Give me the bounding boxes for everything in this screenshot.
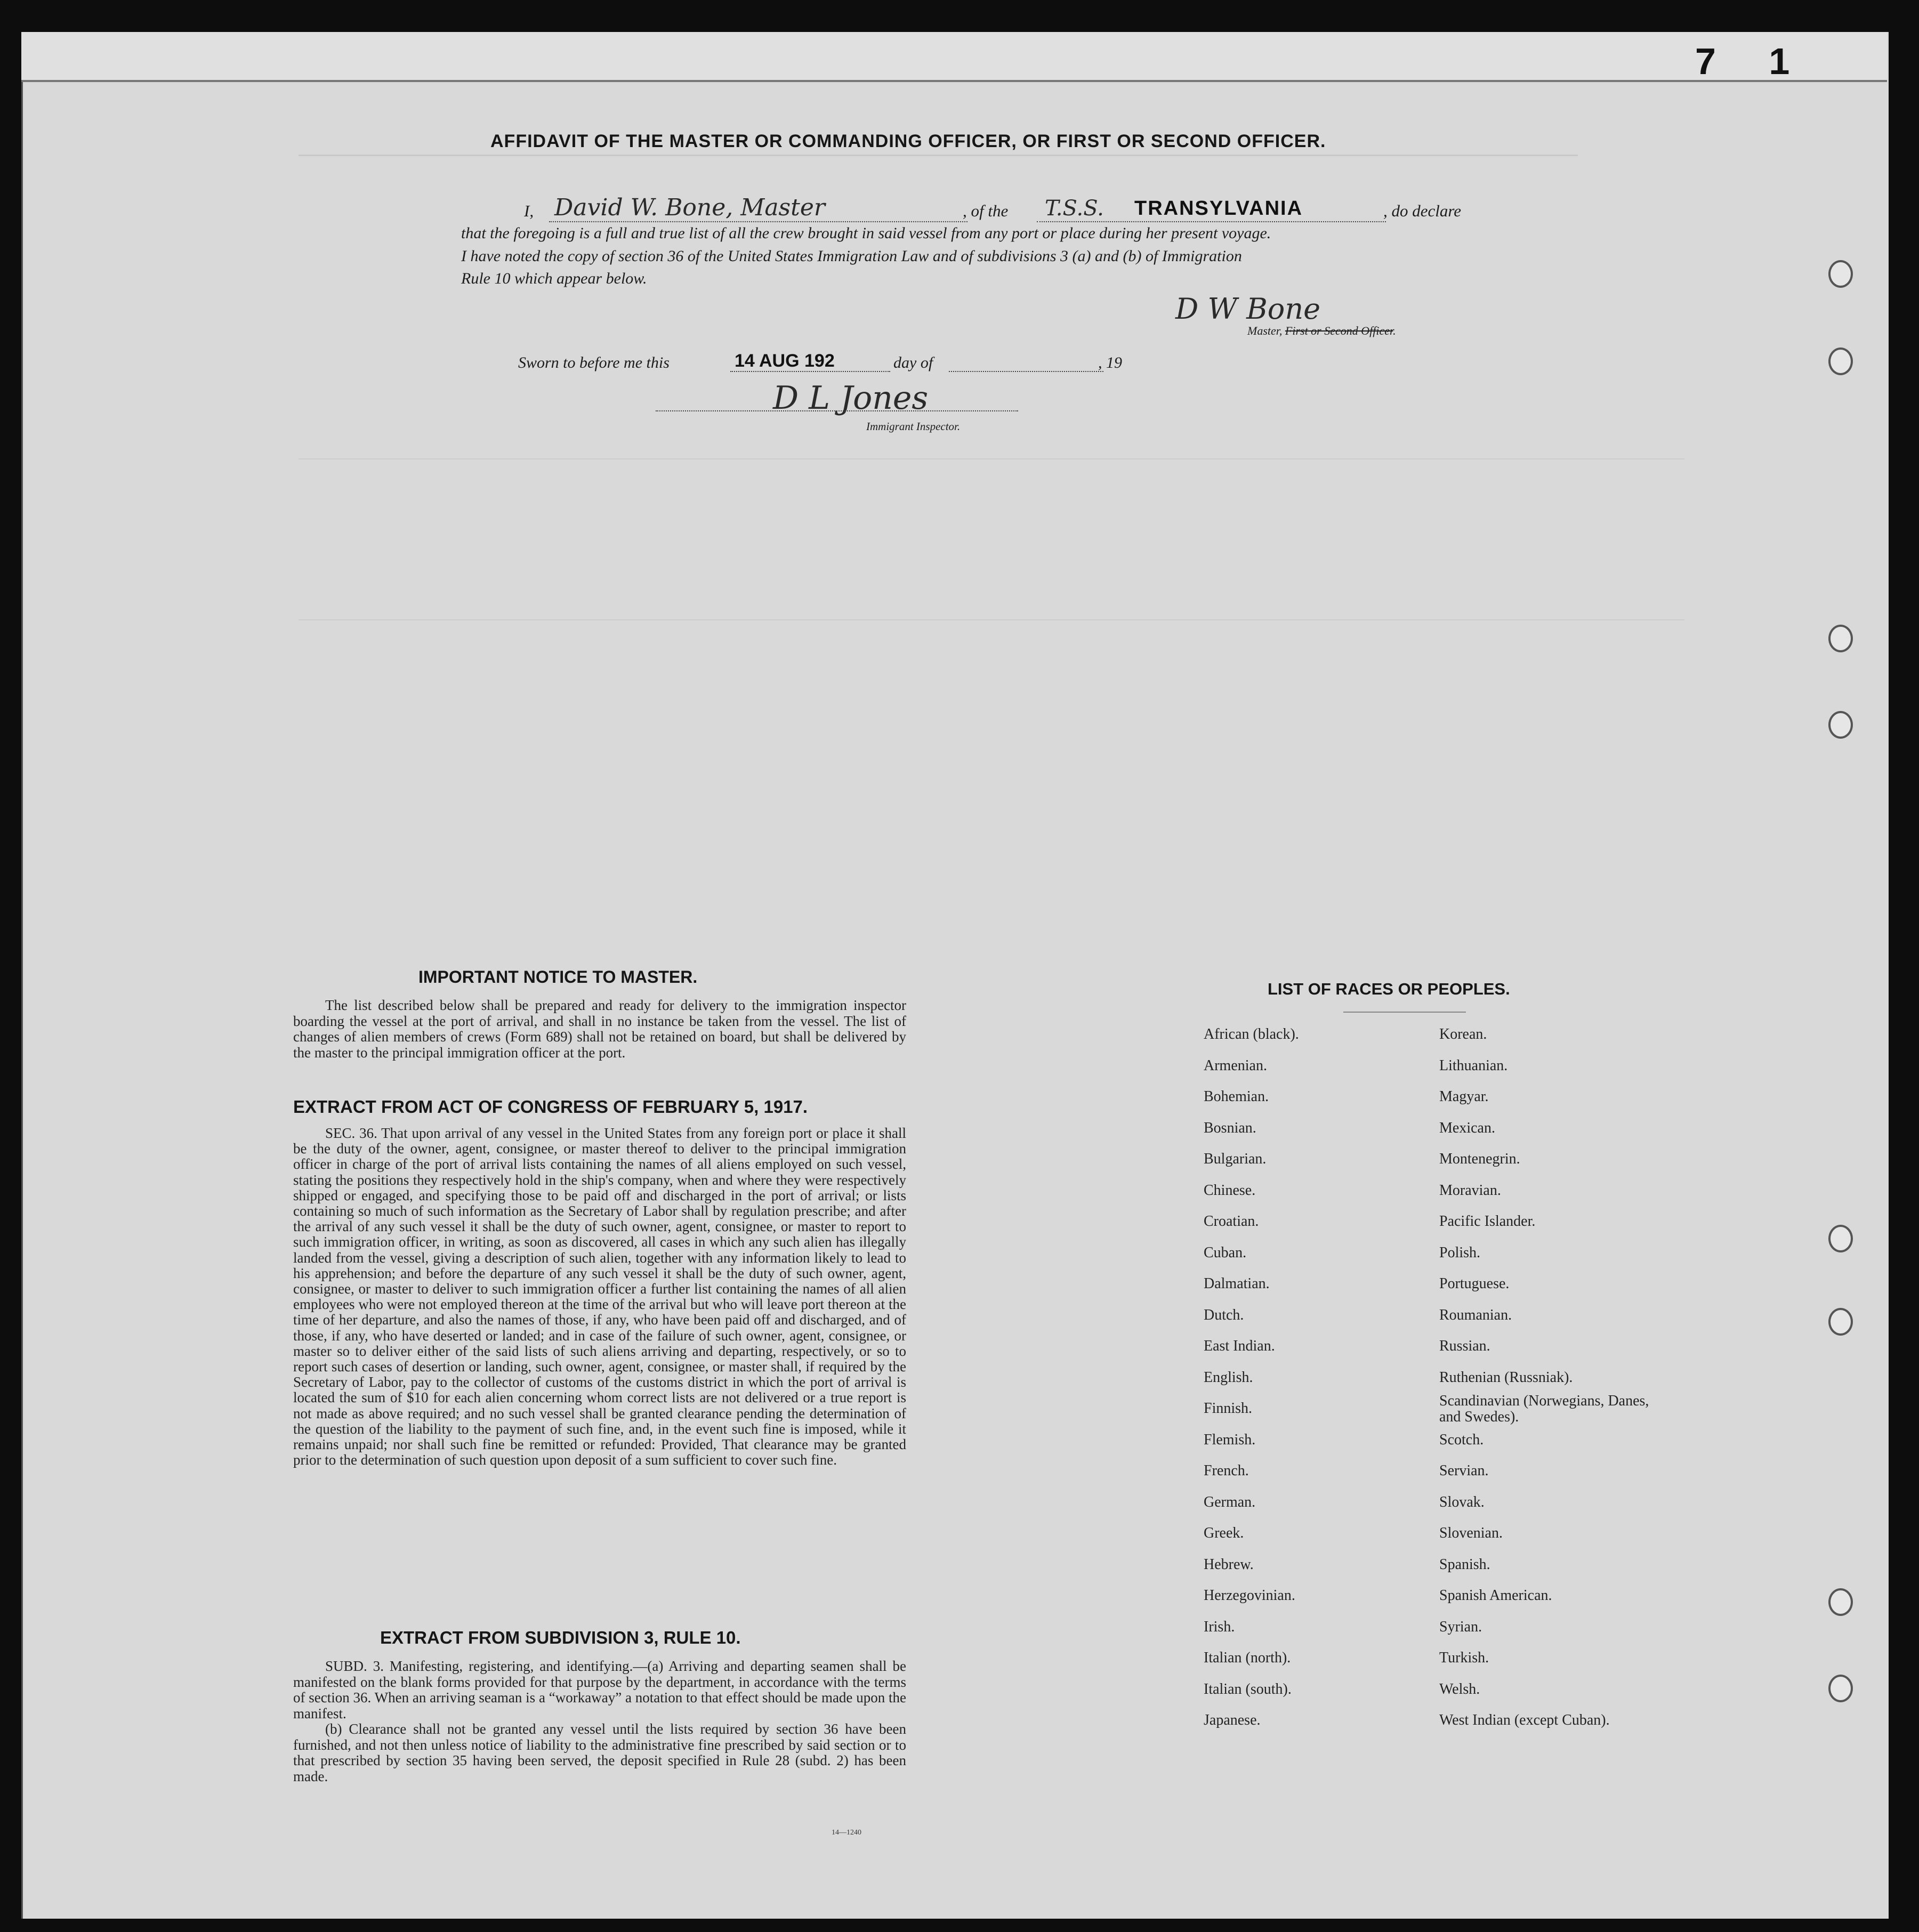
master-signature: D W Bone: [1175, 292, 1321, 326]
act-extract-body: [293, 1126, 906, 1468]
notice-body-text: The list described below shall be prepared and ready for delivery to the immigration inspector boarding the vessel at the port of arrival, and shall in no instance be taken from the vessel. The list of changes of alien members of crews (Form 689) shall not be retained on board, but shall be delivered by the master to the principal immigration officer at the port.: [293, 997, 906, 1061]
punch-hole: [1828, 1588, 1853, 1616]
race-item: Mexican.: [1439, 1120, 1495, 1136]
race-item: Scandinavian (Norwegians, Danes, and Swedes).: [1439, 1393, 1649, 1425]
inspector-caption: Immigrant Inspector.: [866, 420, 961, 433]
sworn-prefix: Sworn to before me this: [518, 354, 670, 371]
race-item: Turkish.: [1439, 1650, 1489, 1666]
declarant-line: [549, 221, 967, 222]
master-caption-master: Master,: [1247, 324, 1283, 337]
do-declare-label: , do declare: [1383, 201, 1462, 220]
rule-extract-title: EXTRACT FROM SUBDIVISION 3, RULE 10.: [380, 1628, 741, 1647]
punch-hole: [1828, 1675, 1853, 1702]
punch-hole: [1828, 260, 1853, 288]
vessel-line: [1037, 221, 1386, 222]
declarant-handwritten: David W. Bone, Master: [554, 194, 825, 221]
sheet-top-edge: [21, 32, 1887, 82]
act-extract-title: EXTRACT FROM ACT OF CONGRESS OF FEBRUARY 5, 1917.: [293, 1097, 808, 1117]
race-item: Slovak.: [1439, 1494, 1485, 1510]
bleed-through-mark: [299, 155, 1578, 177]
race-item: Flemish.: [1204, 1432, 1256, 1448]
rule-extract-body: [293, 1659, 906, 1784]
punch-hole: [1828, 1308, 1853, 1336]
race-item: French.: [1204, 1462, 1249, 1479]
race-item: East Indian.: [1204, 1338, 1275, 1354]
year-prefix: , 19: [1098, 354, 1122, 371]
vessel-handwritten: T.S.S.: [1045, 196, 1104, 221]
affidavit-title: AFFIDAVIT OF THE MASTER OR COMMANDING OFFICER, OR FIRST OR SECOND OFFICER.: [490, 131, 1326, 151]
notice-body: [293, 998, 906, 1061]
race-item: Japanese.: [1204, 1712, 1261, 1728]
race-item: Montenegrin.: [1439, 1151, 1520, 1167]
form-number: 14—1240: [832, 1829, 861, 1837]
race-item: Dutch.: [1204, 1307, 1244, 1323]
sworn-date-stamp: 14 AUG 192: [735, 351, 835, 371]
race-item: Italian (north).: [1204, 1650, 1291, 1666]
race-item: Spanish.: [1439, 1556, 1490, 1573]
affidavit-line4: Rule 10 which appear below.: [461, 270, 647, 287]
race-item: African (black).: [1204, 1026, 1299, 1042]
race-item: Portuguese.: [1439, 1275, 1510, 1292]
race-item: Cuban.: [1204, 1244, 1247, 1261]
punch-hole: [1828, 625, 1853, 652]
race-item: Greek.: [1204, 1525, 1244, 1541]
race-item: Korean.: [1439, 1026, 1487, 1042]
sworn-month-line: [949, 371, 1103, 372]
race-item: Moravian.: [1439, 1182, 1501, 1199]
master-caption-struck: First or Second Officer: [1285, 324, 1393, 337]
race-item: German.: [1204, 1494, 1256, 1510]
master-caption: [1247, 324, 1396, 338]
sworn-day-line: [730, 371, 890, 372]
notice-title: IMPORTANT NOTICE TO MASTER.: [418, 967, 698, 987]
race-item: Syrian.: [1439, 1619, 1482, 1635]
race-item: Bosnian.: [1204, 1120, 1256, 1136]
page-number: 7 1: [1695, 41, 1811, 82]
rule-extract-para-b: (b) Clearance shall not be granted any vessel until the lists required by section 36 have been furnished, and not then unless notice of liability to the administrative fine prescribed by said section or to that prescribed by section 35 having been served, the deposit specified in Rule 28 (subd. 2) has been made.: [293, 1721, 906, 1784]
race-item: Finnish.: [1204, 1400, 1253, 1417]
rule-extract-para-a: SUBD. 3. Manifesting, registering, and identifying.—(a) Arriving and departing seamen shall be manifested on the blank forms provided for that purpose by the department, in accordance with the terms of section 36. When an arriving seaman is a “workaway” a notation to that effect should be made upon the manifest.: [293, 1658, 906, 1721]
race-item: Chinese.: [1204, 1182, 1256, 1199]
race-item: Armenian.: [1204, 1057, 1267, 1074]
bleed-through-mark: [299, 458, 1684, 620]
race-item: Bulgarian.: [1204, 1151, 1267, 1167]
inspector-signature: D L Jones: [773, 379, 929, 417]
race-item: Bohemian.: [1204, 1088, 1269, 1105]
race-item: Pacific Islander.: [1439, 1213, 1536, 1230]
race-item: Herzegovinian.: [1204, 1587, 1295, 1604]
day-of-label: day of: [893, 354, 933, 371]
affidavit-line3: I have noted the copy of section 36 of the United States Immigration Law and of subdivisions 3 (a) and (b) of Immigration: [461, 247, 1242, 265]
race-item: Servian.: [1439, 1462, 1489, 1479]
races-title: LIST OF RACES OR PEOPLES.: [1268, 980, 1510, 998]
races-title-rule: [1343, 1012, 1466, 1013]
race-item: Spanish American.: [1439, 1587, 1552, 1604]
race-item: Polish.: [1439, 1244, 1481, 1261]
punch-hole: [1828, 347, 1853, 375]
race-item: Slovenian.: [1439, 1525, 1503, 1541]
race-item: Dalmatian.: [1204, 1275, 1270, 1292]
race-item: Italian (south).: [1204, 1681, 1292, 1697]
of-the-label: , of the: [963, 201, 1009, 220]
race-item: Lithuanian.: [1439, 1057, 1508, 1074]
race-item: Ruthenian (Russniak).: [1439, 1369, 1573, 1386]
race-item: Magyar.: [1439, 1088, 1489, 1105]
race-item: Scotch.: [1439, 1432, 1484, 1448]
inspector-line: [656, 410, 1018, 411]
race-item: Welsh.: [1439, 1681, 1480, 1697]
affidavit-line1-prefix: I,: [524, 201, 534, 220]
punch-hole: [1828, 711, 1853, 739]
document-sheet: [21, 32, 1889, 1919]
race-item: Croatian.: [1204, 1213, 1259, 1230]
race-item: West Indian (except Cuban).: [1439, 1712, 1610, 1728]
vessel-stamp: TRANSYLVANIA: [1134, 197, 1303, 220]
act-extract-text: SEC. 36. That upon arrival of any vessel in the United States from any foreign port or place it shall be the duty of the owner, agent, consignee, or master thereof to deliver to the principal immigration officer in charge of the port of arrival lists containing the names of all aliens employed on such vessel, stating the positions they respectively hold in the ship's company, when and where they were respectively shipped or engaged, and specifying those to be paid off and discharged in the port of arrival; or lists containing so much of such information as the Secretary of Labor shall by regulation prescribe; and after the arrival of any such vessel it shall be the duty of such owner, agent, consignee, or master to report to such immigration officer, in writing, as soon as discovered, all cases in which any such alien has illegally landed from the vessel, giving a description of such alien, together with any information likely to lead to his apprehension; and before the departure of any such vessel it shall be the duty of such owner, agent, consignee, or master to deliver to such immigration officer a further list containing the names of all alien employees who were not employed thereon at the time of the arrival but who will leave port thereon at the time of her departure, and also the names of those, if any, who have been paid off and discharged, and of those, if any, who have deserted or landed; and in case of the failure of such owner, agent, consignee, or master so to deliver either of the said lists of such aliens arriving and departing, respectively, or so to report such cases of desertion or landing, such owner, agent, consignee, or master shall, if required by the Secretary of Labor, pay to the collector of customs of the customs district in which the port of arrival is located the sum of $10 for each alien concerning whom correct lists are not delivered or a true report is not made as above required; and no such vessel shall be granted clearance pending the determination of the question of the liability to the payment of such fine, and, in the event such fine is imposed, while it remains unpaid; nor shall such fine be remitted or refunded: Provided, That clearance may be granted prior to the determination of such question upon deposit of a sum sufficient to cover such fine.: [293, 1125, 906, 1468]
race-item: Hebrew.: [1204, 1556, 1254, 1573]
punch-hole: [1828, 1225, 1853, 1252]
race-item: Irish.: [1204, 1619, 1235, 1635]
master-caption-end: .: [1393, 324, 1396, 337]
affidavit-line2: that the foregoing is a full and true list of all the crew brought in said vessel from any port or place during her present voyage.: [461, 224, 1271, 242]
race-item: Russian.: [1439, 1338, 1490, 1354]
race-item: English.: [1204, 1369, 1253, 1386]
race-item: Roumanian.: [1439, 1307, 1512, 1323]
